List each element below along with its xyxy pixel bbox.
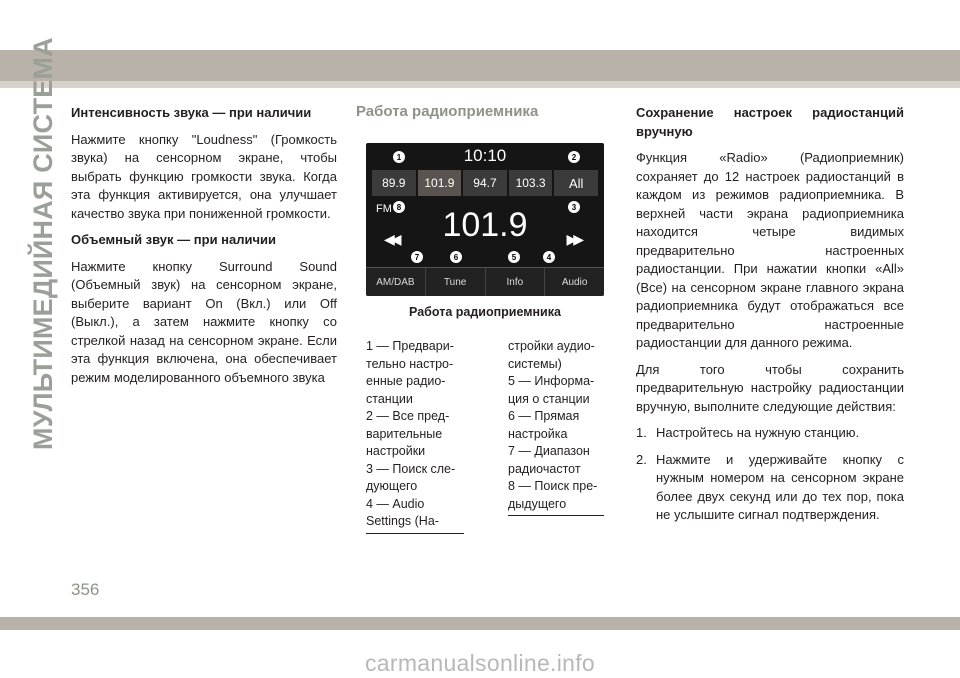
callout-3: 3 [568,201,580,213]
callout-6: 6 [450,251,462,263]
band-label: FM [376,203,392,215]
heading-surround: Объемный звук — при наличии [71,232,277,247]
heading-manual-presets: Сохранение настроек радиостанций вручную [636,105,904,139]
callout-5: 5 [508,251,520,263]
callout-8: 8 [393,201,405,213]
legend-left [366,338,464,534]
column-right [636,104,904,533]
legend-right-text: стройки аудио- системы) 5 — Информа- ция о станции 6 — Прямая настройка 7 — Диапазон радиочастот 8 — Поиск пре- дыдущего [508,339,598,511]
bottom-band [0,617,960,630]
preset-1: 89.9 [372,170,416,196]
preset-3: 94.7 [463,170,507,196]
frequency-display: 101.9 [442,206,528,244]
screen-button-info: Info [486,268,546,296]
callout-7: 7 [411,251,423,263]
figure-caption: Работа радиоприемника [409,305,561,319]
watermark: carmanualsonline.info [364,650,596,676]
screen-clock: 10:10 [463,146,507,165]
screen-button-amdab: AM/DAB [366,268,426,296]
legend-right [508,338,604,516]
preset-bar [372,170,598,196]
legend-left-text: 1 — Предвари- тельно настро- енные радио- станции 2 — Все пред- варительные настройки 3 — Поиск сле- дующего 4 — Audio Settings (На- [366,339,456,528]
top-band [0,50,960,81]
step-number: 1. [636,425,647,440]
step-text: Настройтесь на нужную станцию. [656,425,860,440]
steps-list [636,424,904,525]
paragraph-presets-how: Для того чтобы сохранить предварительную настройку радиостанции вручную, выполните следующие действия: [636,361,904,414]
section-side-title: МУЛЬТИМЕДИЙНАЯ СИСТЕМА [28,37,58,450]
heading-loudness: Интенсивность звука — при наличии [71,105,312,120]
callout-2: 2 [568,151,580,163]
preset-2: 101.9 [418,170,462,196]
heading-radio-operation: Работа радиоприемника [356,103,539,120]
seek-next-icon: ▶▶ [566,231,580,247]
preset-4: 103.3 [509,170,553,196]
step-item [636,424,904,443]
step-item [636,451,904,525]
step-number: 2. [636,451,647,467]
radio-screen-image [366,143,604,296]
paragraph-loudness: Нажмите кнопку "Loudness" (Громкость звука) на сенсорном экране, чтобы выбрать функцию громкости звука. Когда эта функция активируется, она улучшает качество звука при пониженной громкости. [71,131,337,221]
top-band-light [0,81,960,88]
screen-button-tune: Tune [426,268,486,296]
step-text: Нажмите и удерживайте кнопку с нужным номером на сенсорном экране более двух секунд или до тех пор, пока не услышите сигнал подтверждения. [656,451,904,522]
legend-right-rule [508,515,604,516]
legend-left-rule [366,533,464,534]
callout-1: 1 [393,151,405,163]
paragraph-presets-intro: Функция «Radio» (Радиоприемник) сохраняет до 12 настроек радиостанций в каждом из режимов радиоприемника. В верхней части экрана радиоприемника находится четыре видимых предварительно настроенных радиостанции. При нажатии кнопки «All» (Все) на сенсорном экране главного экрана радиоприемника будут отображаться все предварительно настроенные радиостанции для данного режима. [636,150,904,350]
screen-button-bar [366,267,604,296]
seek-previous-icon: ◀◀ [384,231,398,247]
page-number: 356 [71,580,100,599]
preset-all: All [554,170,598,196]
column-left [71,104,337,395]
paragraph-surround: Нажмите кнопку Surround Sound (Объемный звук) на сенсорном экране, выберите вариант On (Вкл.) или Off (Выкл.), а затем нажмите кнопку со стрелкой назад на сенсорном экране. Если эта функция включена, она обеспечивает режим моделированного объемного звука [71,258,337,385]
callout-4: 4 [543,251,555,263]
screen-button-audio: Audio [561,276,588,288]
